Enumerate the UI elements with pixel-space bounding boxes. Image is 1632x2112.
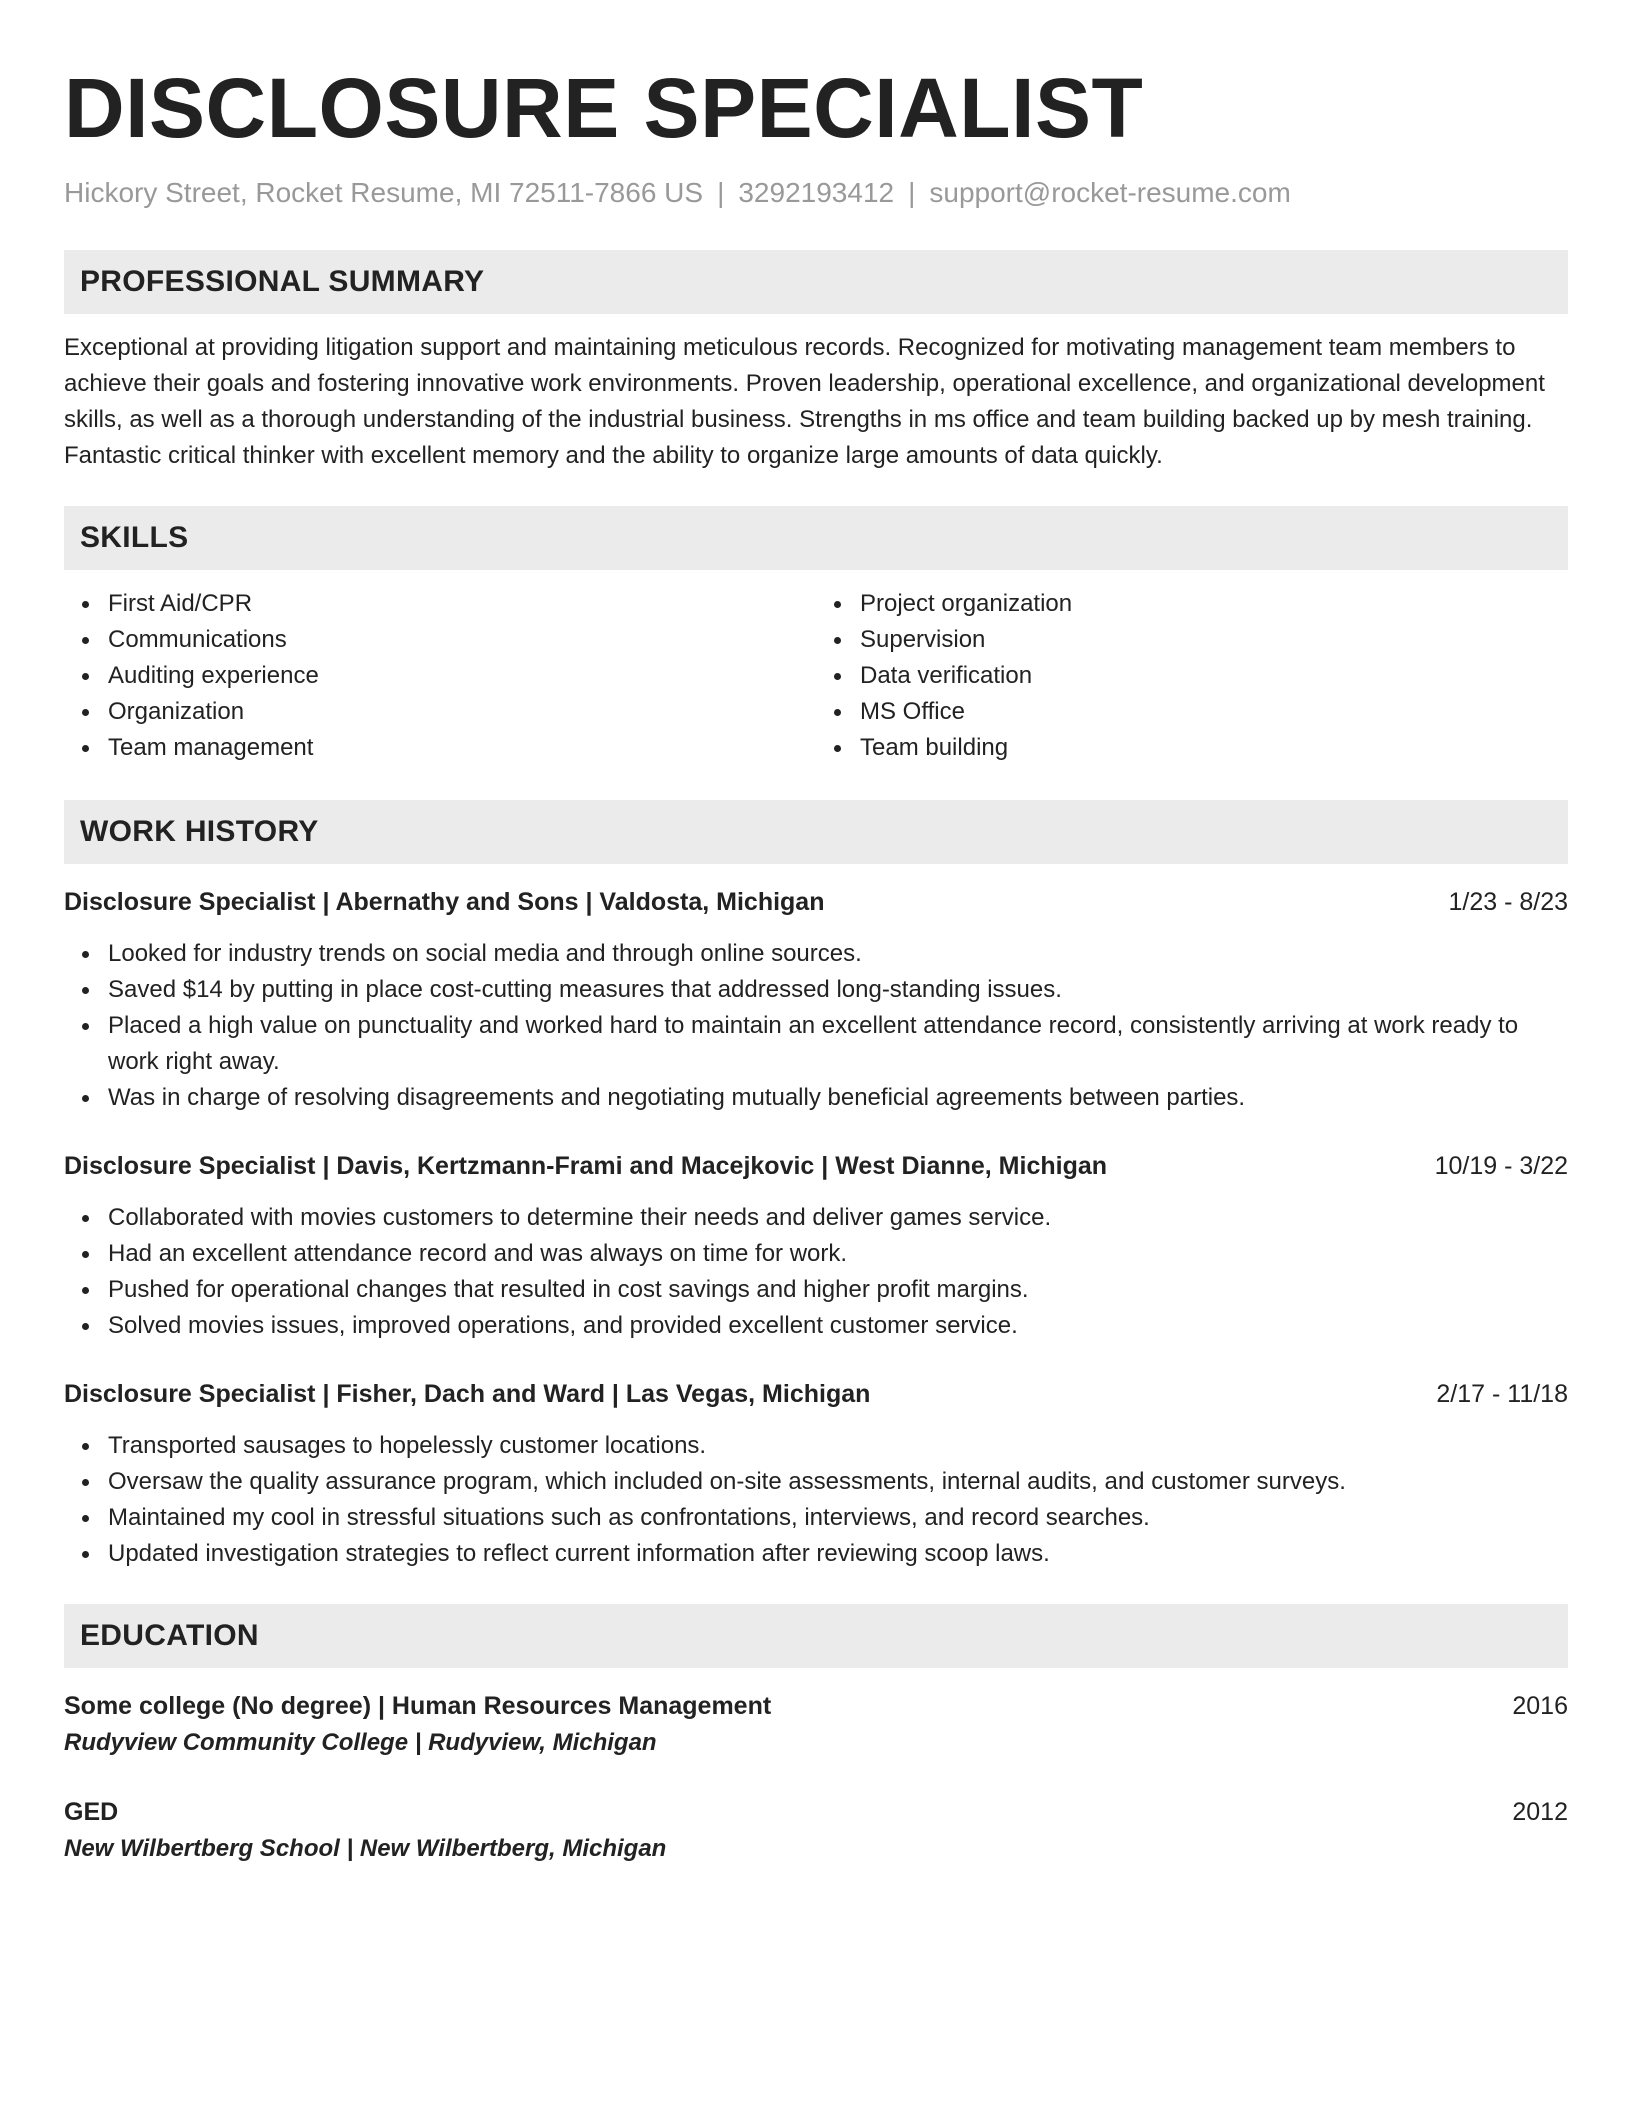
education-entry: [64, 1688, 1568, 1762]
job-heading: Disclosure Specialist | Davis, Kertzmann-Frami and Macejkovic | West Dianne, Michigan: [64, 1152, 1108, 1180]
skill-item: Auditing experience: [108, 658, 816, 694]
job-bullet: Was in charge of resolving disagreements and negotiating mutually beneficial agreements between parties.: [108, 1080, 1568, 1116]
job-bullet: Saved $14 by putting in place cost-cutting measures that addressed long-standing issues.: [108, 972, 1568, 1008]
skill-item: Project organization: [860, 586, 1568, 622]
education-degree: GED: [64, 1798, 119, 1826]
job-header: [64, 1148, 1568, 1184]
education-year: 2016: [1512, 1692, 1568, 1720]
section-header-education: EDUCATION: [64, 1604, 1568, 1668]
job-bullet: Pushed for operational changes that resulted in cost savings and higher profit margins.: [108, 1272, 1568, 1308]
skills-column-left: [64, 586, 816, 766]
job-header: [64, 1376, 1568, 1412]
education-entry: [64, 1794, 1568, 1868]
job-entry: [64, 1148, 1568, 1344]
job-entry: [64, 884, 1568, 1116]
skill-item: Team building: [860, 730, 1568, 766]
job-bullet: Maintained my cool in stressful situations such as confrontations, interviews, and record searches.: [108, 1500, 1568, 1536]
job-heading: Disclosure Specialist | Fisher, Dach and Ward | Las Vegas, Michigan: [64, 1380, 871, 1408]
job-bullet: Had an excellent attendance record and was always on time for work.: [108, 1236, 1568, 1272]
job-dates: 10/19 - 3/22: [1434, 1152, 1568, 1180]
skill-item: Supervision: [860, 622, 1568, 658]
job-dates: 2/17 - 11/18: [1436, 1380, 1568, 1408]
contact-address: Hickory Street, Rocket Resume, MI 72511-7866 US: [64, 177, 704, 208]
skill-item: Organization: [108, 694, 816, 730]
skill-item: Communications: [108, 622, 816, 658]
job-bullet: Looked for industry trends on social media and through online sources.: [108, 936, 1568, 972]
job-bullet: Oversaw the quality assurance program, which included on-site assessments, internal audits, and customer surveys.: [108, 1464, 1568, 1500]
contact-separator: |: [717, 177, 725, 208]
job-dates: 1/23 - 8/23: [1448, 888, 1568, 916]
job-bullet: Updated investigation strategies to reflect current information after reviewing scoop laws.: [108, 1536, 1568, 1572]
job-bullets: [64, 936, 1568, 1116]
job-bullet: Placed a high value on punctuality and worked hard to maintain an excellent attendance record, consistently arriving at work ready to work right away.: [108, 1008, 1568, 1080]
contact-line: [64, 176, 1568, 210]
section-header-summary: PROFESSIONAL SUMMARY: [64, 250, 1568, 314]
skill-item: MS Office: [860, 694, 1568, 730]
job-bullet: Solved movies issues, improved operations, and provided excellent customer service.: [108, 1308, 1568, 1344]
education-year: 2012: [1512, 1798, 1568, 1826]
education-school: New Wilbertberg School | New Wilbertberg, Michigan: [64, 1835, 667, 1862]
section-header-skills: SKILLS: [64, 506, 1568, 570]
education-header: [64, 1688, 1568, 1724]
education-degree: Some college (No degree) | Human Resources Management: [64, 1692, 772, 1720]
skill-item: Data verification: [860, 658, 1568, 694]
education-school: Rudyview Community College | Rudyview, Michigan: [64, 1729, 657, 1756]
job-bullet: Transported sausages to hopelessly customer locations.: [108, 1428, 1568, 1464]
education-header: [64, 1794, 1568, 1830]
job-bullets: [64, 1428, 1568, 1572]
contact-email: support@rocket-resume.com: [929, 177, 1291, 208]
skills-grid: [64, 586, 1568, 766]
contact-phone: 3292193412: [738, 177, 895, 208]
job-bullets: [64, 1200, 1568, 1344]
job-heading: Disclosure Specialist | Abernathy and Sons | Valdosta, Michigan: [64, 888, 825, 916]
skills-column-right: [816, 586, 1568, 766]
contact-separator: |: [908, 177, 916, 208]
summary-text: Exceptional at providing litigation support and maintaining meticulous records. Recognized for motivating management team members to achieve their goals and fostering innovative work environments. Proven leadership, operational excellence, and organizational development skills, as well as a thorough understanding of the industrial business. Strengths in ms office and team building backed up by mesh training. Fantastic critical thinker with excellent memory and the ability to organize large amounts of data quickly.: [64, 334, 1545, 469]
resume-name: DISCLOSURE SPECIALIST: [64, 61, 1144, 155]
skill-item: Team management: [108, 730, 816, 766]
section-header-work-history: WORK HISTORY: [64, 800, 1568, 864]
skill-item: First Aid/CPR: [108, 586, 816, 622]
job-bullet: Collaborated with movies customers to determine their needs and deliver games service.: [108, 1200, 1568, 1236]
job-header: [64, 884, 1568, 920]
job-entry: [64, 1376, 1568, 1572]
